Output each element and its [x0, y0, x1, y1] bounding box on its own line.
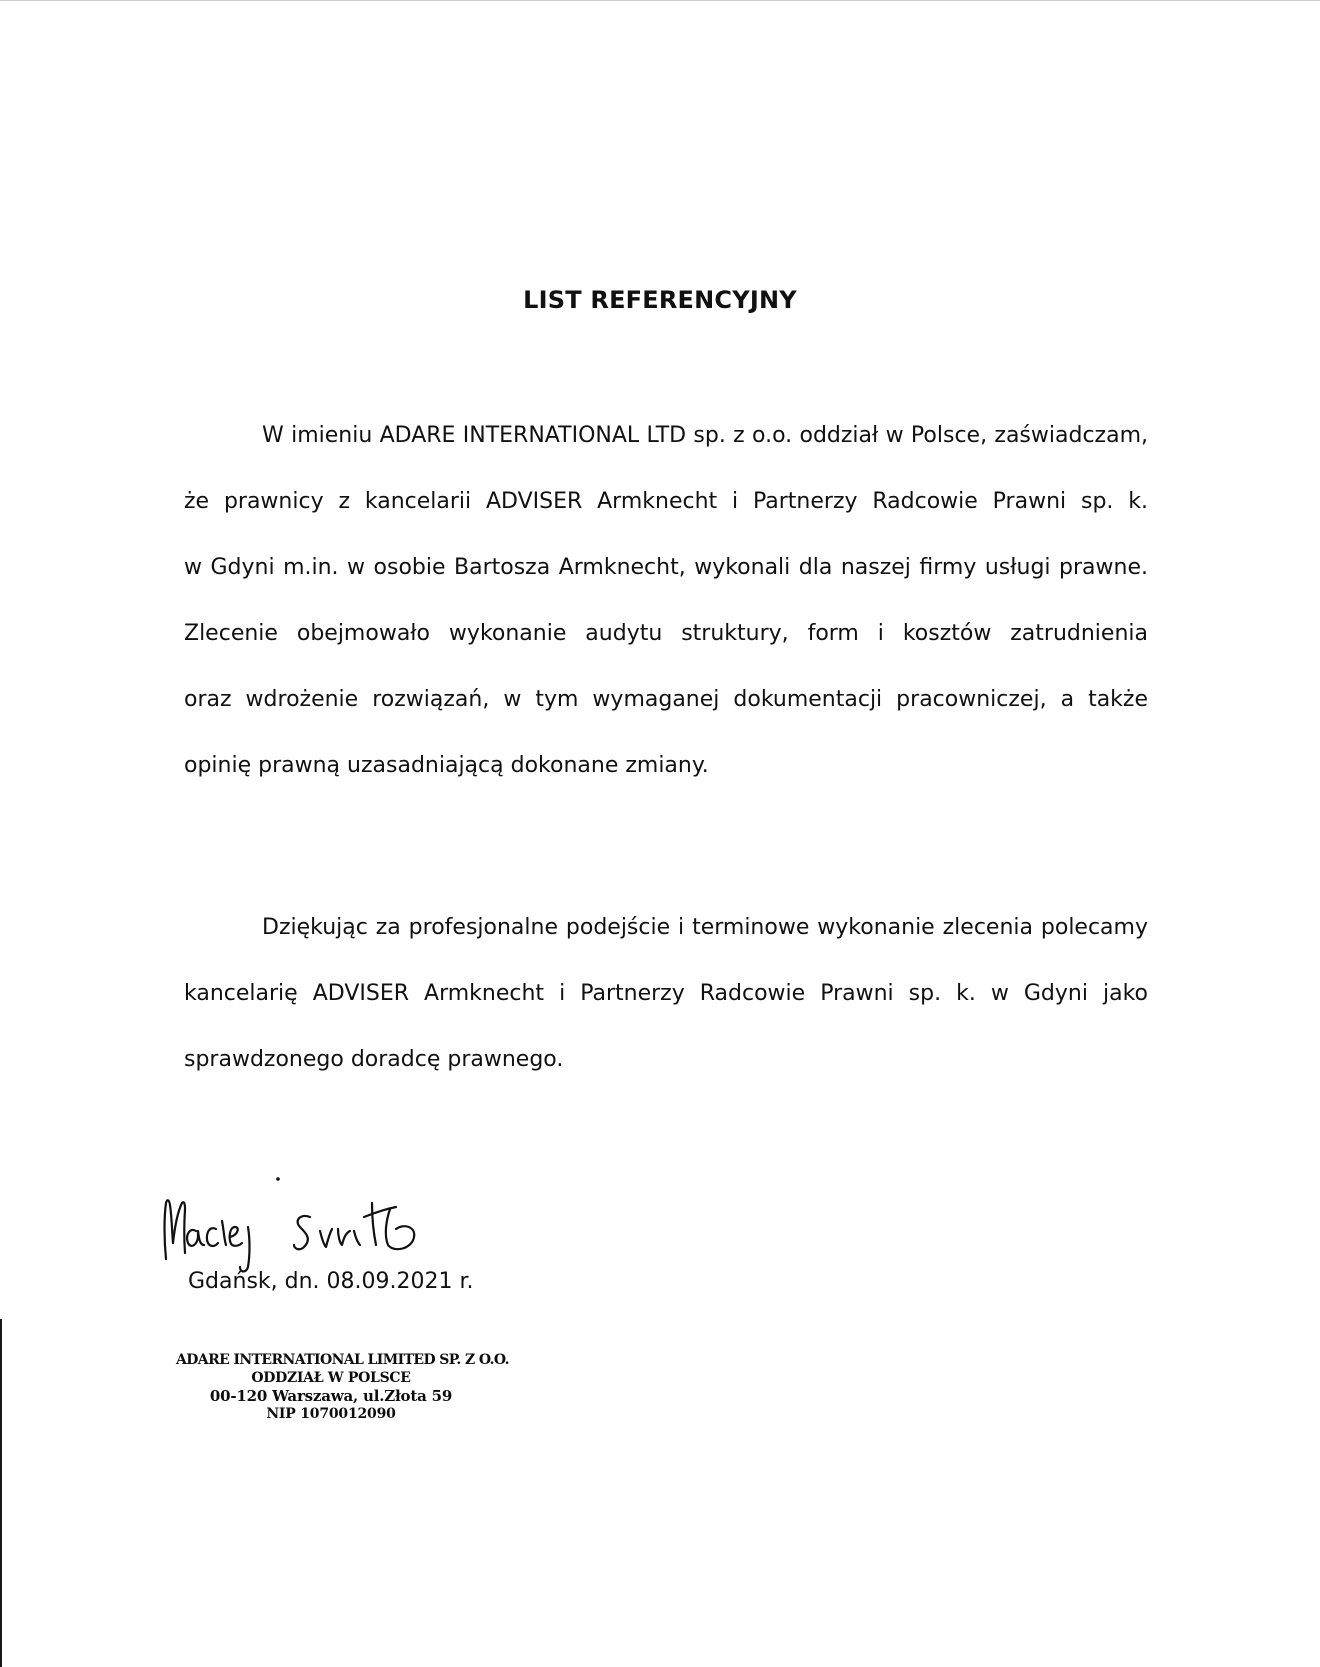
- company-stamp: [176, 1351, 509, 1423]
- document-title: LIST REFERENCYJNY: [523, 286, 797, 314]
- paragraph-line: sprawdzonego doradcę prawnego.: [184, 1047, 564, 1072]
- paragraph-line: w Gdyni m.in. w osobie Bartosza Armknecht, wykonali dla naszej firmy usługi prawne.: [184, 555, 1148, 580]
- paragraph-reference: [184, 403, 1148, 799]
- stamp-line-nip: NIP 1070012090: [266, 1406, 396, 1422]
- paragraph-line: że prawnicy z kancelarii ADVISER Armknecht i Partnerzy Radcowie Prawni sp. k.: [184, 489, 1148, 514]
- paragraph-line: opinię prawną uzasadniającą dokonane zmiany.: [184, 753, 709, 778]
- stamp-line-address: 00-120 Warszawa, ul.Złota 59: [209, 1387, 453, 1405]
- scan-edge: [0, 1319, 2, 1667]
- handwritten-signature: [150, 1173, 450, 1273]
- paragraph-line: oraz wdrożenie rozwiązań, w tym wymaganej dokumentacji pracowniczej, a także: [184, 687, 1148, 712]
- paragraph-line: Zlecenie obejmowało wykonanie audytu struktury, form i kosztów zatrudnienia: [184, 621, 1148, 646]
- stamp-line-branch: ODDZIAŁ W POLSCE: [251, 1370, 411, 1386]
- paragraph-recommendation: [184, 895, 1148, 1093]
- paragraph-line: W imieniu ADARE INTERNATIONAL LTD sp. z o.o. oddział w Polsce, zaświadczam,: [262, 423, 1148, 448]
- paragraph-line: kancelarię ADVISER Armknecht i Partnerzy Radcowie Prawni sp. k. w Gdyni jako: [184, 981, 1148, 1006]
- paragraph-line: Dziękując za profesjonalne podejście i terminowe wykonanie zlecenia polecamy: [262, 915, 1148, 940]
- place-and-date: Gdańsk, dn. 08.09.2021 r.: [188, 1269, 474, 1294]
- stamp-line-company: ADARE INTERNATIONAL LIMITED SP. Z O.O.: [176, 1352, 509, 1368]
